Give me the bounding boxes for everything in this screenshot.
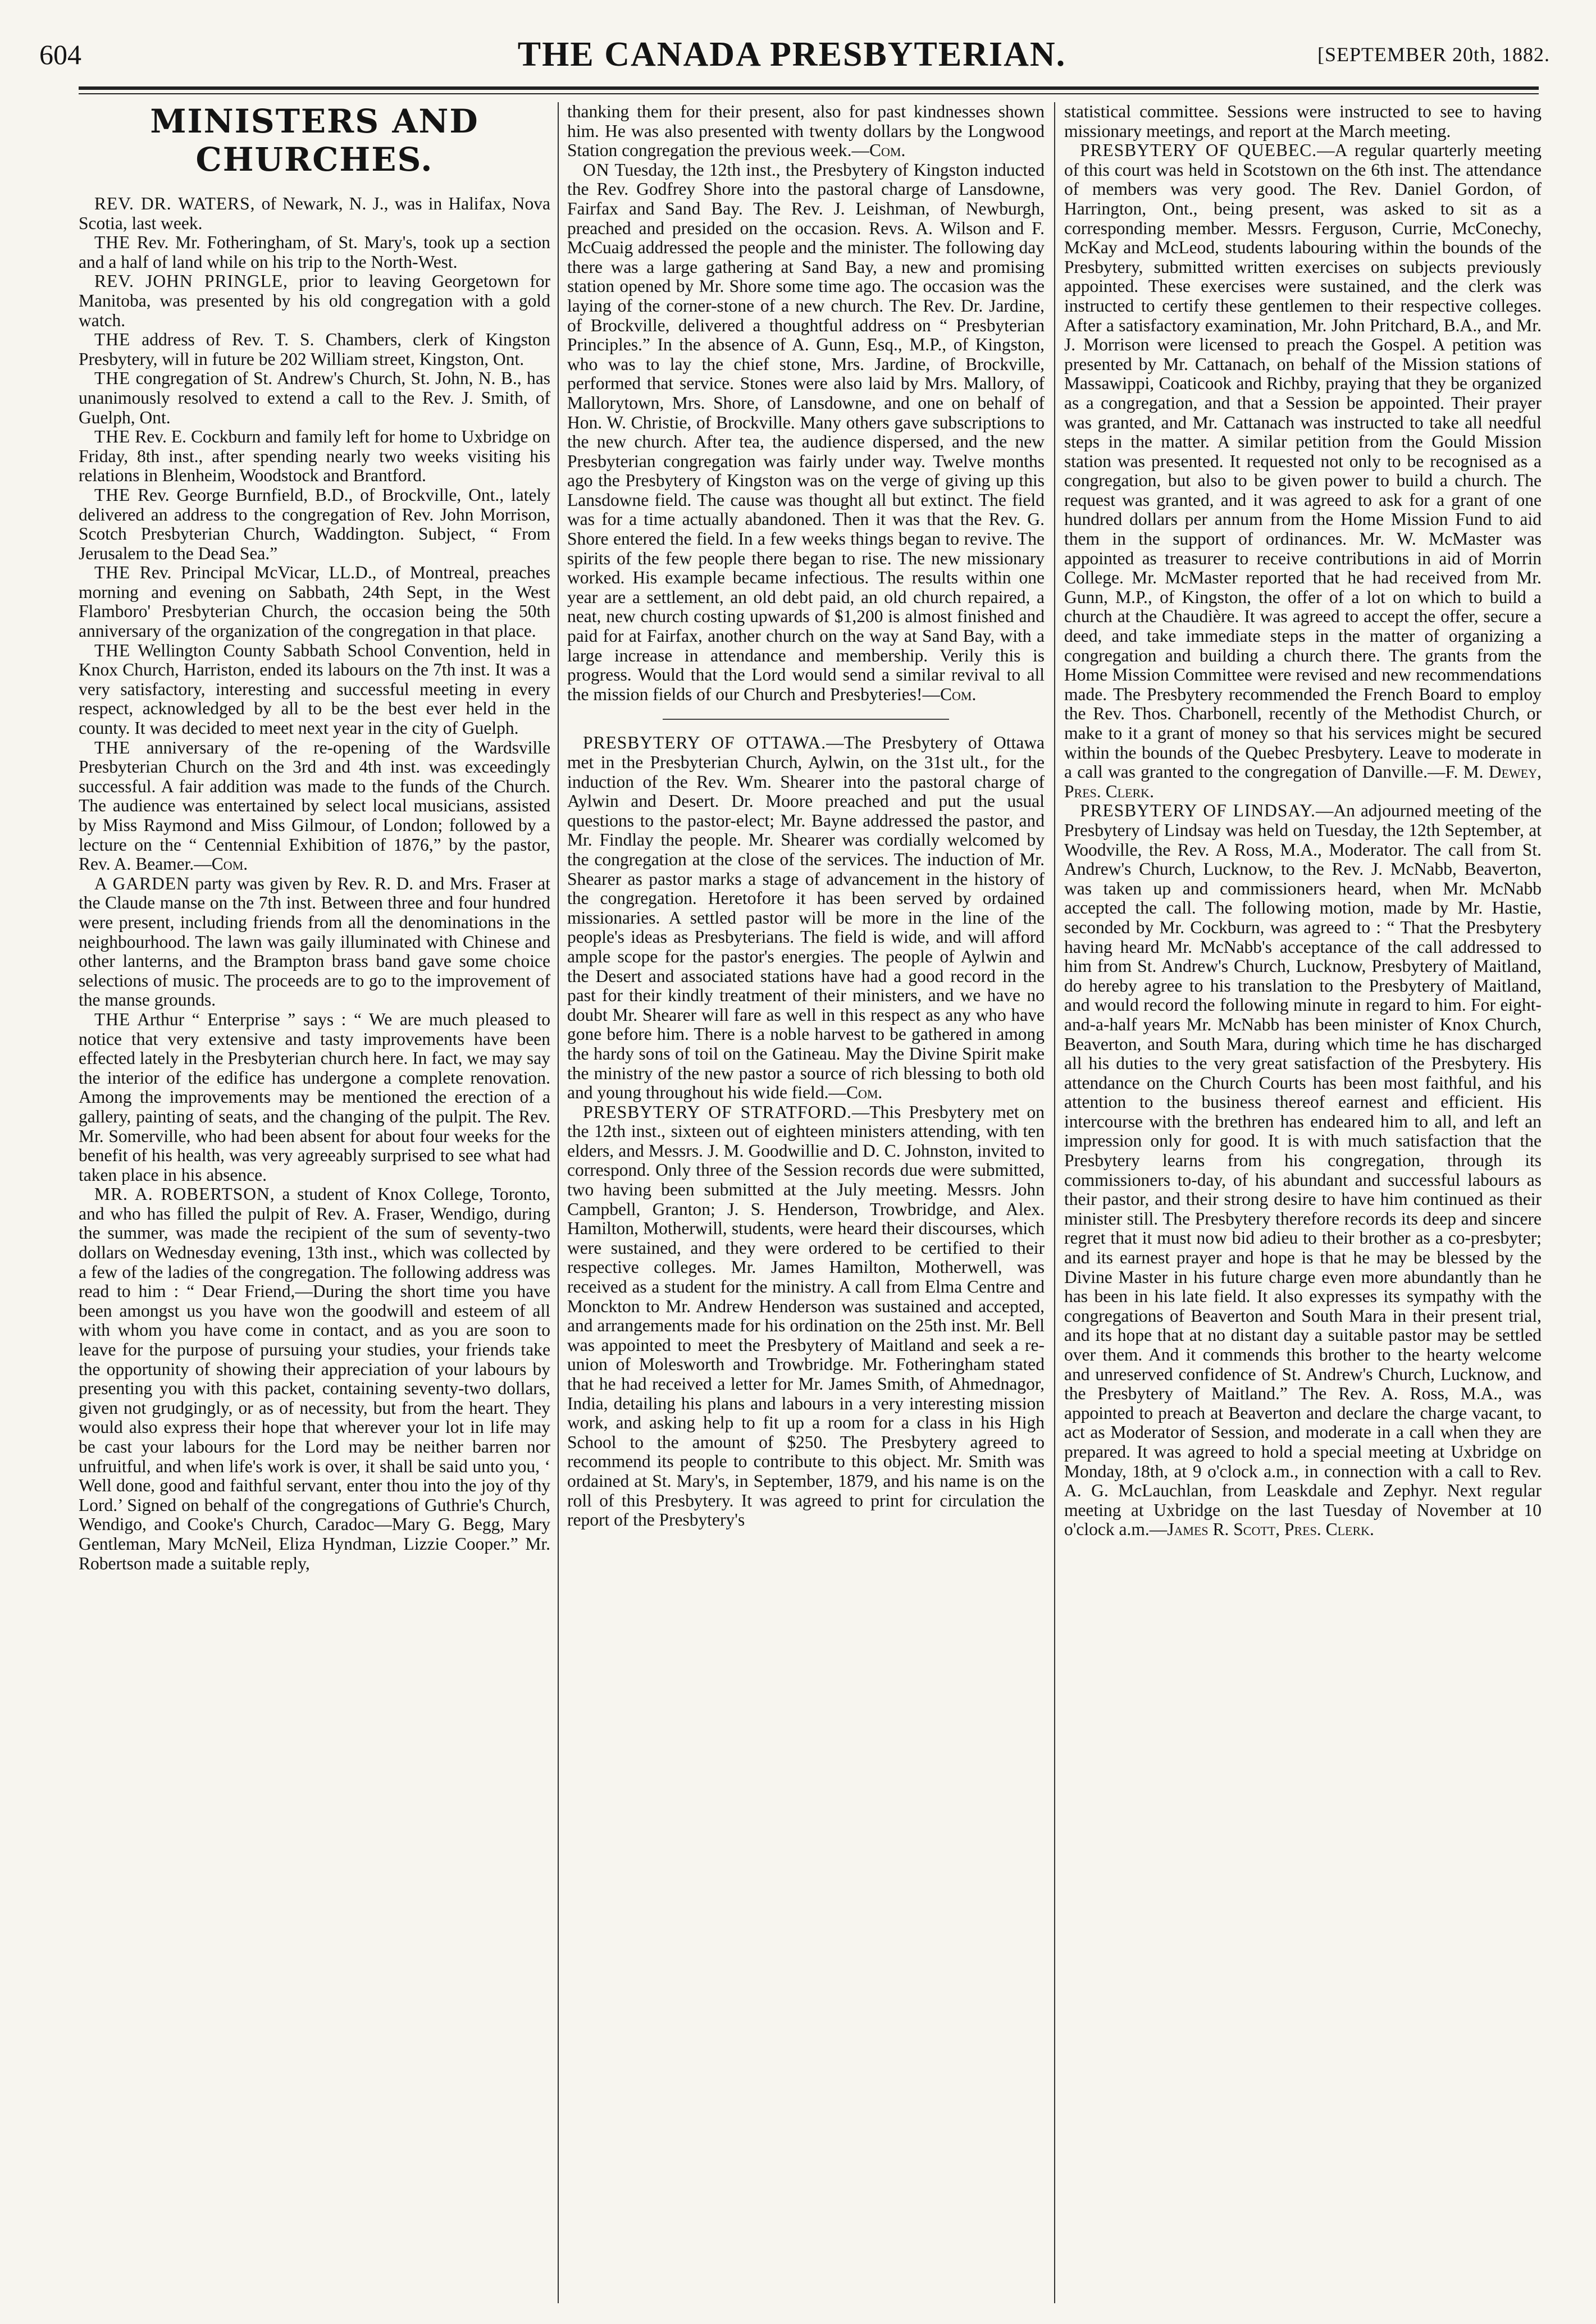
- paragraph-lead: A GARDEN: [94, 873, 190, 893]
- article-paragraph: [79, 1185, 550, 1573]
- paragraph-text: congregation of St. Andrew's Church, St. John, N. B., has unanimously resolved to extend a call to the Rev. J. Smith, of Guelph, Ont.: [79, 368, 550, 427]
- paragraph-lead: THE: [94, 427, 131, 447]
- article-paragraph: [79, 641, 550, 738]
- article-paragraph: [1064, 141, 1542, 801]
- article-paragraph: [79, 427, 550, 486]
- paragraph-text: Rev. Mr. Fotheringham, of St. Mary's, took up a section and a half of land while on his trip to the North-West.: [79, 232, 550, 272]
- paragraph-lead: PRESBYTERY OF QUEBEC.: [1080, 140, 1317, 161]
- signature: F. M. Dewey, Pres. Clerk.: [1064, 762, 1542, 801]
- paragraph-text: —A regular quarterly meeting of this court was held in Scotstown on the 6th inst. The attendance of members was very good. The Rev. Daniel Gordon, of Harrington, Ont., being present, was asked to sit as a corresponding member. Messrs. Ferguson, Currie, McConechy, McKay and McLeod, students labouring within the bounds of the Presbytery, submitted written exercises on subjects previously appointed. These exercises were sustained, and the clerk was instructed to certify these gentlemen to their respective colleges. After a satisfactory examination, Mr. John Pritchard, B.A., and Mr. J. Morrison were licensed to preach the Gospel. A petition was presented by Mr. Cattanach, on behalf of the Mission stations of Massawippi, Coaticook and Richby, praying that they be organized as a congregation, and that a Session be appointed. Their prayer was granted, and Mr. Cattanach was instructed to take all needful steps in the matter. A similar petition from the Gould Mission station was presented. It requested not only to be recognised as a congregation, but also to be given power to build a church. The request was granted, and it was agreed to ask for a grant of one hundred dollars per annum from the Home Mission Fund to aid them in the support of ordinances. Mr. W. McMaster was appointed as treasurer to receive contributions in aid of Morrin College. Mr. McMaster reported that he had received from Mr. Gunn, M.P., of Kingston, the offer of a lot on which to build a church at the Chaudière. It was agreed to accept the offer, secure a deed, and take immediate steps in the matter of organizing a congregation and building a church there. The grants from the Home Mission Committee were revised and new recommendations made. The Presbytery recommended the French Board to employ the Rev. Thos. Charbonell, recently of the Methodist Church, or make to it a grant of money so that his services might be secured within the bounds of the Quebec Presbytery. Leave to moderate in a call was granted to the congregation of Danville.—: [1064, 140, 1542, 782]
- signature: Com.: [940, 684, 977, 704]
- paragraph-text: statistical committee. Sessions were instructed to see to having missionary meetings, and report at the March meeting.: [1064, 102, 1542, 141]
- column-3: [1064, 102, 1542, 2303]
- paragraph-lead: PRESBYTERY OF LINDSAY.: [1080, 801, 1316, 821]
- article-paragraph: [79, 369, 550, 427]
- signature: Com.: [846, 1083, 883, 1103]
- paragraph-lead: REV. JOHN PRINGLE,: [94, 271, 288, 291]
- paragraph-text: —An adjourned meeting of the Presbytery of Lindsay was held on Tuesday, the 12th September, at Woodville, the Rev. A Ross, M.A., Moderator. The call from St. Andrew's Church, Lucknow, to the Rev. J. McNabb, Beaverton, was taken up and commissioners heard, when Mr. McNabb accepted the call. The following motion, made by Mr. Hastie, seconded by Mr. Cockburn, was agreed to : “ That the Presbytery having heard Mr. McNabb's acceptance of the call addressed to him from St. Andrew's Church, Lucknow, Presbytery of Maitland, do hereby agree to his translation to the Presbytery of Maitland, and would record the following minute in regard to him. For eight-and-a-half years Mr. McNabb has been minister of Knox Church, Beaverton, and South Mara, during which time he has discharged all his duties to the very great satisfaction of the Presbytery. His attendance on the Church Courts has been most faithful, and his attention to the business thereof earnest and efficient. His intercourse with the brethren has endeared him to all, and left an impression only for good. It is with much satisfaction that the Presbytery learns from his congregation, through its commissioners to-day, of his abundant and successful labours as their pastor, and their strong desire to have him continued as their minister still. The Presbytery therefore records its deep and sincere regret that it must now bid adieu to their brother as a co-presbyter; and its earnest prayer and hope is that he may be blessed by the Divine Master in his future charge even more abundantly than he has been in his late field. It also expresses its sympathy with the congregations of Beaverton and South Mara in their present trial, and its hope that at no distant day a suitable pastor may be settled over them. And it commends this brother to the hearty welcome and unreserved confidence of St. Andrew's Church, Lucknow, and the Presbytery of Maitland.” The Rev. A. Ross, M.A., was appointed to preach at Beaverton and declare the charge vacant, to act as Moderator of Session, and moderate in a call when they are prepared. It was agreed to hold a special meeting at Uxbridge on Monday, 18th, at 9 o'clock a.m., in connection with a call to Rev. A. G. McLauchlan, from Leaskdale and Zephyr. Next regular meeting at Uxbridge on the last Tuesday of November at 10 o'clock a.m.—: [1064, 801, 1542, 1540]
- signature: James R. Scott, Pres. Clerk.: [1167, 1519, 1374, 1540]
- paragraph-lead: REV. DR. WATERS,: [94, 194, 256, 213]
- article-paragraph: [79, 874, 550, 1010]
- article-paragraph: [79, 486, 550, 563]
- article-paragraph: [1064, 801, 1542, 1540]
- paragraph-lead: THE: [94, 232, 131, 253]
- paragraph-text: Tuesday, the 12th inst., the Presbytery of Kingston inducted the Rev. Godfrey Shore into the pastoral charge of Lansdowne, Fairfax and Sand Bay. The Rev. J. Leishman, of Newburgh, preached and presided on the occasion. Revs. A. Wilson and F. McCuaig addressed the people and the minister. The following day there was a large gathering at Sand Bay, a new and promising station opened by Mr. Shore some time ago. The occasion was the laying of the corner-stone of a new church. The Rev. Dr. Jardine, of Brockville, delivered a thoughtful address on “ Presbyterian Principles.” In the absence of A. Gunn, Esq., M.P., of Kingston, who was to lay the chief stone, Mrs. Jardine, of Brockville, performed that service. Stones were also laid by Mrs. Mallory, of Mallorytown, Mrs. Shore, of Lansdowne, and one on behalf of Hon. W. Christie, of Brockville. Many others gave subscriptions to the new church. After tea, the audience dispersed, and the new Presbyterian congregation was fairly under way. Twelve months ago the Presbytery of Kingston was on the verge of giving up this Lansdowne field. The cause was thought all but extinct. The field was for a time actually abandoned. Then it was that the Rev. G. Shore entered the field. In a few weeks things began to revive. The spirits of the few people there began to rise. The new missionary worked. His example became infectious. The results within one year are a settlement, an old debt paid, an old church repaired, a neat, new church costing upwards of $1,200 is almost finished and paid for at Fairfax, another church on the way at Sand Bay, with a large increase in attendance and membership. Verily this is progress. Would that the Lord would send a similar revival to all the mission fields of our Church and Presbyteries!—: [567, 159, 1045, 704]
- paragraph-lead: THE: [94, 1009, 131, 1029]
- article-paragraph: [79, 738, 550, 874]
- paragraph-lead: PRESBYTERY OF OTTAWA.: [583, 733, 827, 753]
- article-paragraph: [79, 233, 550, 272]
- column-2: [567, 102, 1045, 2303]
- paragraph-lead: THE: [94, 368, 131, 389]
- masthead: [34, 33, 1550, 83]
- paragraph-lead: THE: [94, 563, 131, 583]
- signature: Com.: [869, 140, 906, 161]
- paragraph-text: —The Presbytery of Ottawa met in the Presbyterian Church, Aylwin, on the 31st ult., for the induction of the Rev. Wm. Shearer into the pastoral charge of Aylwin and Desert. Dr. Moore preached and put the usual questions to the pastor-elect; Mr. Bayne addressed the pastor, and Mr. Findlay the people. Mr. Shearer was cordially welcomed by the congregation at the close of the services. The induction of Mr. Shearer as pastor marks a stage of advancement in the history of the congregation. Heretofore it has been served by ordained missionaries. A settled pastor will be more in the line of the people's ideas as Presbyterians. The field is wide, and will afford ample scope for the pastor's energies. The people of Aylwin and the Desert and associated stations have had a good record in the past for their kindly treatment of their ministers, and we have no doubt Mr. Shearer will fare as well in this respect as any who have gone before him. There is a noble harvest to be gathered in among the hardy sons of toil on the Gatineau. May the Divine Spirit make the ministry of the new pastor a source of rich blessing to both old and young throughout his wide field.—: [567, 733, 1045, 1103]
- paragraph-text: —This Presbytery met on the 12th inst., sixteen out of eighteen ministers attending, with ten elders, and Messrs. J. M. Goodwillie and D. C. Johnston, invited to correspond. Only three of the Session records due were submitted, two having been submitted at the July meeting. Messrs. John Campbell, Granton; J. S. Henderson, Trowbridge, and Alex. Hamilton, Motherwill, students, were heard their discourses, which were sustained, and they were ordered to be certified to their respective colleges. Mr. James Hamilton, Motherwell, was received as a student for the ministry. A call from Elma Centre and Monckton to Mr. Andrew Henderson was sustained and accepted, and arrangements made for his ordination on the 25th inst. Mr. Bell was appointed to meet the Presbytery of Maitland and seek a re-union of Molesworth and Trowbridge. Mr. Fotheringham stated that he had received a letter for Mr. James Smith, of Ahmednagor, India, detailing his plans and labours in a very interesting mission work, and asking help to fit up a room for a class in his High School to the amount of $250. The Presbytery agreed to recommend its people to contribute to this object. Mr. Smith was ordained at St. Mary's, in September, 1879, and his name is on the roll of this Presbytery. It was agreed to print for circulation the report of the Presbytery's: [567, 1102, 1045, 1530]
- signature: Com.: [211, 854, 248, 874]
- article-paragraph: [567, 102, 1045, 161]
- column-divider: [1054, 102, 1055, 2303]
- article-paragraph: [567, 161, 1045, 705]
- article-paragraph: [79, 330, 550, 369]
- paragraph-lead: THE: [94, 737, 131, 757]
- section-heading: MINISTERS AND CHURCHES.: [150, 102, 479, 179]
- column-divider: [558, 102, 559, 2303]
- header-rule-thick: [79, 86, 1539, 90]
- issue-date: [SEPTEMBER 20th, 1882.: [1317, 43, 1550, 66]
- article-paragraph: [1064, 102, 1542, 141]
- paragraph-text: Rev. George Burnfield, B.D., of Brockville, Ont., lately delivered an address to the congregation of Rev. John Morrison, Scotch Presbyterian Church, Waddington. Subject, “ From Jerusalem to the Dead Sea.”: [79, 485, 550, 563]
- paragraph-text: party was given by Rev. R. D. and Mrs. Fraser at the Claude manse on the 7th inst. Between three and four hundred were present, including friends from all the denominations in the neighbourhood. The lawn was gaily illuminated with Chinese and other lanterns, and the Brampton brass band gave some choice selections of music. The proceeds are to go to the improvement of the manse grounds.: [79, 873, 550, 1010]
- paragraph-lead: THE: [94, 640, 131, 660]
- paragraph-text: Rev. Principal McVicar, LL.D., of Montreal, preaches morning and evening on Sabbath, 24th Sept, in the West Flamboro' Presbyterian Church, the occasion being the 50th anniversary of the organization of the congregation in that place.: [79, 563, 550, 641]
- paragraph-text: Wellington County Sabbath School Convention, held in Knox Church, Harriston, ended its labours on the 7th inst. It was a very satisfactory, interesting and successful meeting in every respect, acknowledged by all to be the best ever held in the county. It was decided to meet next year in the city of Guelph.: [79, 640, 550, 738]
- column-1: [79, 102, 550, 2303]
- paragraph-lead: ON: [583, 159, 610, 180]
- paragraph-lead: THE: [94, 485, 131, 505]
- newspaper-title: THE CANADA PRESBYTERIAN.: [517, 35, 1066, 74]
- paragraph-text: of Newark, N. J., was in Halifax, Nova Scotia, last week.: [79, 194, 550, 233]
- article-paragraph: [567, 733, 1045, 1102]
- article-paragraph: [79, 272, 550, 330]
- paragraph-text: Arthur “ Enterprise ” says : “ We are much pleased to notice that very extensive and tasty improvements have been effected lately in the Presbyterian church here. In fact, we may say the interior of the edifice has undergone a complete renovation. Among the improvements may be mentioned the erection of a gallery, painting of seats, and the changing of the pulpit. The Rev. Mr. Somerville, who had been absent for about four weeks for the benefit of his health, was very agreeably surprised to see what had taken place in his absence.: [79, 1009, 550, 1185]
- paragraph-text: prior to leaving Georgetown for Manitoba, was presented by his old congregation with a gold watch.: [79, 271, 550, 330]
- page-number: 604: [39, 39, 81, 70]
- article-paragraph: [567, 1103, 1045, 1530]
- paragraph-text: address of Rev. T. S. Chambers, clerk of Kingston Presbytery, will in future be 202 William street, Kingston, Ont.: [79, 330, 550, 369]
- paragraph-text: a student of Knox College, Toronto, and who has filled the pulpit of Rev. A. Fraser, Wendigo, during the summer, was made the recipient of the sum of seventy-two dollars on Wednesday evening, 13th inst., which was collected by a few of the ladies of the congregation. The following address was read to him : “ Dear Friend,—During the short time you have been amongst us you have won the goodwill and esteem of all with whom you have come in contact, and as you are soon to leave for the purpose of pursuing your studies, your friends take the opportunity of showing their appreciation of your labours by presenting you with this packet, containing seventy-two dollars, given not grudgingly, or as of necessity, but from the heart. They would also express their hope that wherever your lot in life may be cast your labours for the Lord may be neither barren nor unfruitful, and when life's work is over, it shall be said unto you, ‘ Well done, good and faithful servant, enter thou into the joy of thy Lord.’ Signed on behalf of the congregations of Guthrie's Church, Wendigo, and Cooke's Church, Caradoc—Mary G. Begg, Mary Gentleman, Mary McNeil, Eliza Hyndman, Lizzie Cooper.” Mr. Robertson made a suitable reply,: [79, 1184, 550, 1573]
- article-paragraph: [79, 563, 550, 641]
- paragraph-text: anniversary of the re-opening of the Wardsville Presbyterian Church on the 3rd and 4th inst. was exceedingly successful. A fair addition was made to the funds of the Church. The audience was entertained by select local musicians, assisted by Miss Raymond and Miss Gilmour, of London; followed by a lecture on the “ Centennial Exhibition of 1876,” by the pastor, Rev. A. Beamer.—: [79, 737, 550, 874]
- paragraph-text: thanking them for their present, also for past kindnesses shown him. He was also presented with twenty dollars by the Longwood Station congregation the previous week.—: [567, 102, 1045, 161]
- article-paragraph: [79, 1010, 550, 1185]
- article-paragraph: [79, 194, 550, 233]
- paragraph-lead: PRESBYTERY OF STRATFORD.: [583, 1102, 852, 1122]
- paragraph-lead: MR. A. ROBERTSON,: [94, 1184, 275, 1204]
- paragraph-text: Rev. E. Cockburn and family left for home to Uxbridge on Friday, 8th inst., after spending nearly two weeks visiting his relations in Blenheim, Woodstock and Brantford.: [79, 427, 550, 486]
- paragraph-lead: THE: [94, 330, 131, 350]
- article-separator: [663, 719, 949, 720]
- header-rule-thin: [79, 93, 1539, 94]
